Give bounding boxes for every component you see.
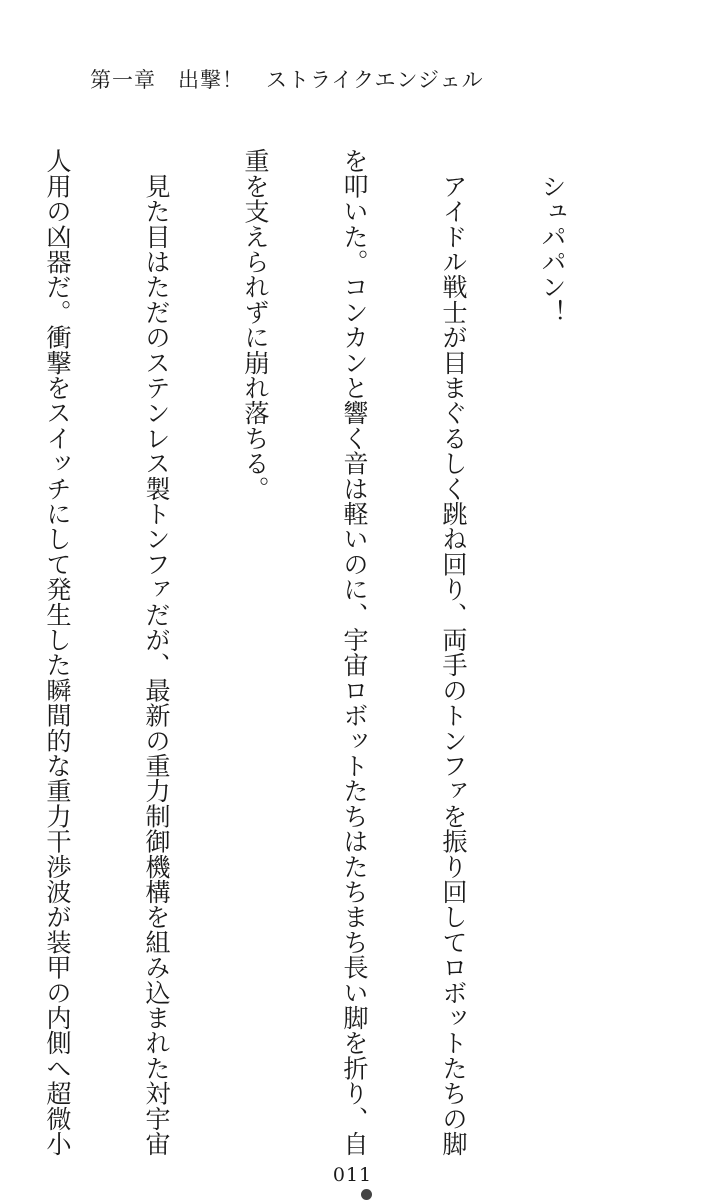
text-line: 見た目はただのステンレス製トンファだが、最新の重力制御機構を組み込まれた対宇宙: [142, 148, 171, 1156]
body-text: [0, 148, 635, 1156]
running-head: 第一章 出撃！ ストライクエンジェル: [90, 68, 484, 92]
page-marker-dot: [361, 1189, 372, 1200]
text-line: シュパパン！: [538, 148, 567, 325]
text-line: を叩いた。コンカンと響く音は軽いのに、宇宙ロボットたちはたちまち長い脚を折り、自: [340, 148, 369, 1156]
page-number: 011: [332, 1164, 373, 1186]
text-line: 人用の凶器だ。衝撃をスイッチにして発生した瞬間的な重力干渉波が装甲の内側へ超微小: [43, 148, 72, 1156]
text-line: アイドル戦士が目まぐるしく跳ね回り、両手のトンファを振り回してロボットたちの脚: [439, 148, 468, 1156]
text-line: 重を支えられずに崩れ落ちる。: [241, 148, 270, 501]
